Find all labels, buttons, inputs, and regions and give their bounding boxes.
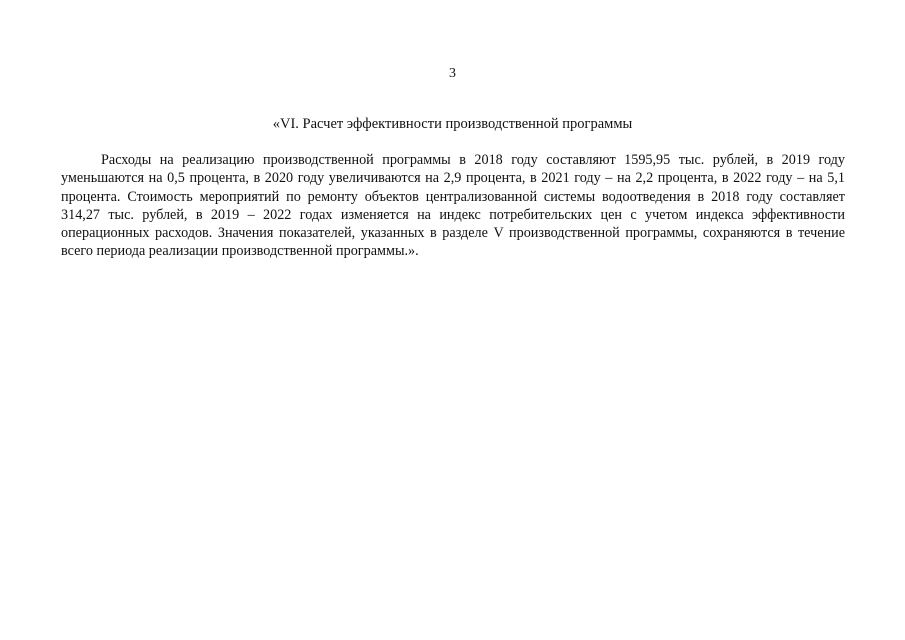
page-number: 3 <box>449 66 456 81</box>
body-paragraph: Расходы на реализацию производственной программы в 2018 году составляют 1595,95 тыс. рублей, в 2019 году уменьшаются на 0,5 процента, в 2020 году увеличиваются на 2,9 процента, в 2021 году – на 2,2 процента, в 2022 году – на 5,1 процента. Стоимость мероприятий по ремонту объектов централизованной системы водоотведения в 2018 году составляет 314,27 тыс. рублей, в 2019 – 2022 годах изменяется на индекс потребительских цен с учетом индекса эффективности операционных расходов. Значения показателей, указанных в разделе V производственной программы, сохраняются в течение всего периода реализации производственной программы.». <box>61 152 845 260</box>
section-heading: «VI. Расчет эффективности производственной программы <box>272 116 633 132</box>
